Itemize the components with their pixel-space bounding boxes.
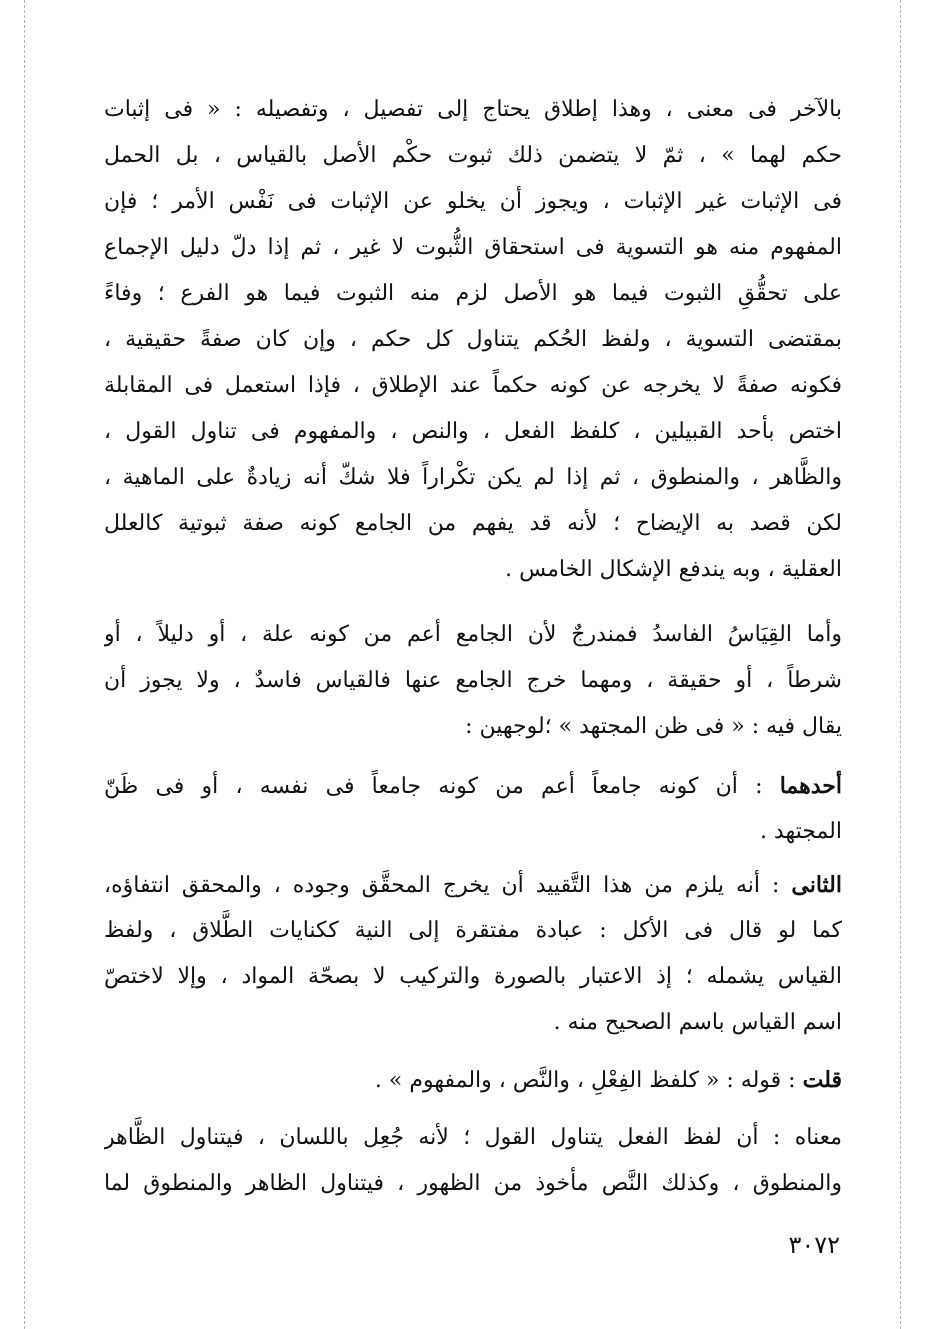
text-line: المجتهد . — [759, 819, 842, 844]
text-line: والظَّاهر ، والمنطوق ، ثم إذا لم يكن تكْراراً فلا شكّ أنه زيادةٌ على الماهية ، — [104, 465, 842, 490]
text-line: العقلية ، وبه يندفع الإشكال الخامس . — [505, 557, 842, 582]
text-line: يقال فيه : « فى ظن المجتهد » ؛لوجهين : — [465, 714, 842, 739]
paragraph-3 — [104, 763, 842, 855]
text-line — [104, 763, 842, 809]
paragraph-4 — [104, 862, 842, 1046]
text-line: بمقتضى التسوية ، ولفظ الحُكم يتناول كل حكم ، وإن كان صفةً حقيقية ، — [104, 327, 842, 352]
line-text: : أنه يلزم من هذا التَّقييد أن يخرج المحقَّق وجوده ، والمحقق انتفاؤه، — [104, 873, 792, 898]
text-line: اسم القياس باسم الصحيح منه . — [553, 1010, 842, 1035]
text-line: لكن قصد به الإيضاح ؛ لأنه قد يفهم من الجامع كونه صفة ثبوتية كالعلل — [104, 511, 842, 536]
paragraph-lead: قلت — [802, 1067, 842, 1093]
text-line: فكونه صفةً لا يخرجه عن كونه حكماً عند الإطلاق ، فإذا استعمل فى المقابلة — [104, 373, 842, 398]
text-line: القياس يشمله ؛ إذ الاعتبار بالصورة والتركيب لا بصحّة المواد ، وإلا لاختصّ — [104, 964, 842, 989]
text-line — [104, 862, 842, 908]
left-margin-guide — [24, 0, 25, 1329]
text-line: اختص بأحد القبيلين ، كلفظ الفعل ، والنص ، والمفهوم فى تناول القول ، — [104, 419, 842, 444]
right-margin-guide — [900, 0, 901, 1329]
text-line: شرطاً ، أو حقيقة ، ومهما خرج الجامع عنها فالقياس فاسدٌ ، ولا يجوز أن — [104, 668, 842, 693]
text-line: بالآخر فى معنى ، وهذا إطلاق يحتاج إلى تفصيل ، وتفصيله : « فى إثبات — [104, 97, 842, 122]
text-line: المفهوم منه هو التسوية فى استحقاق الثُّبوت لا غير ، ثم إذا دلّ دليل الإجماع — [104, 235, 842, 260]
text-line: وأما القِيَاسُ الفاسدُ فمندرجٌ لأن الجامع أعم من كونه علة ، أو دليلاً ، أو — [104, 622, 842, 647]
text-line: حكم لهما » ، ثمّ لا يتضمن ذلك ثبوت حكْم الأصل بالقياس ، بل الحمل — [104, 143, 842, 168]
text-line: فى الإثبات غير الإثبات ، ويجوز أن يخلو عن الإثبات فى نَفْس الأمر ؛ فإن — [104, 189, 842, 214]
text-line: والمنطوق ، وكذلك النَّص مأخوذ من الظهور ، فيتناول الظاهر والمنطوق لما — [104, 1171, 842, 1196]
paragraph-lead: أحدهما — [779, 773, 842, 799]
line-text: : قوله : « كلفظ الفِعْلِ ، والنَّص ، والمفهوم » . — [374, 1068, 803, 1093]
paragraph-6 — [104, 1115, 842, 1207]
line-text: : أن كونه جامعاً أعم من كونه جامعاً فى نفسه ، أو فى ظَنّ — [104, 774, 780, 799]
text-line — [104, 1057, 842, 1103]
paragraph-5 — [104, 1057, 842, 1103]
text-line: كما لو قال فى الأكل : عبادة مفتقرة إلى النية ككنايات الطَّلاق ، ولفظ — [104, 918, 842, 943]
text-line: معناه : أن لفظ الفعل يتناول القول ؛ لأنه جُعِل باللسان ، فيتناول الظَّاهر — [104, 1125, 842, 1150]
paragraph-lead: الثانى — [791, 872, 842, 898]
paragraph-2 — [104, 612, 842, 750]
text-line: على تحقُّقِ الثبوت فيما هو الأصل لزم منه الثبوت فيما هو الفرع ؛ وفاءً — [104, 281, 842, 306]
paragraph-1 — [104, 87, 842, 593]
page-number: ٣٠٧٢ — [788, 1231, 840, 1259]
